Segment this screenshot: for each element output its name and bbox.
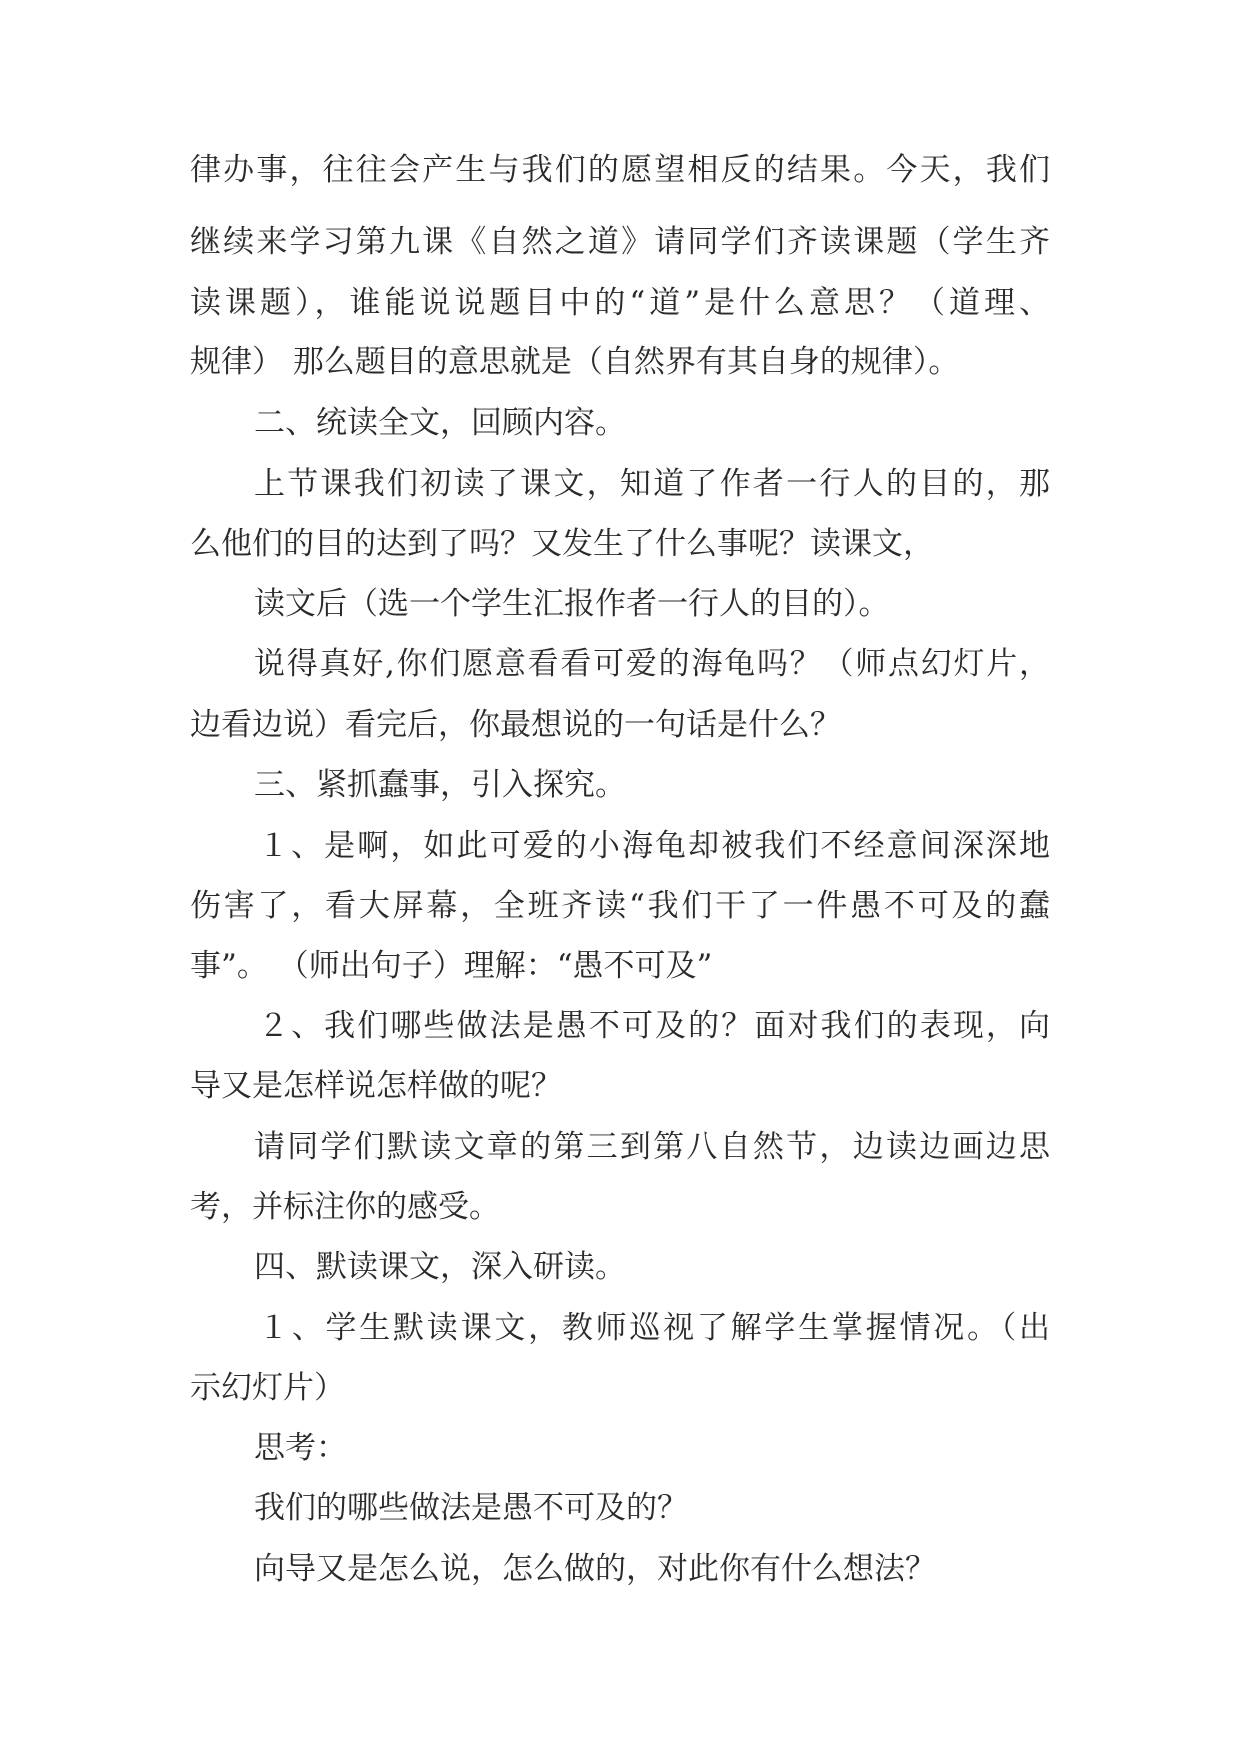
text-line: 边看边说）看完后，你最想说的一句话是什么？	[190, 707, 841, 743]
text-line: ２、我们哪些做法是愚不可及的？面对我们的表现，向	[258, 1008, 1050, 1044]
text-line: 读文后（选一个学生汇报作者一行人的目的）。	[254, 586, 890, 622]
text-line: 伤害了，看大屏幕，全班齐读“我们干了一件愚不可及的蠢	[190, 888, 1050, 924]
text-line: １、学生默读课文，教师巡视了解学生掌握情况。（出	[258, 1310, 1050, 1346]
text-line: 继续来学习第九课《自然之道》请同学们齐读课题（学生齐	[190, 224, 1050, 260]
text-line: 考，并标注你的感受。	[190, 1189, 500, 1225]
text-line: 律办事，往往会产生与我们的愿望相反的结果。今天，我们	[190, 152, 1050, 188]
text-line: 读课题），谁能说说题目中的“道”是什么意思？（道理、	[190, 285, 1050, 321]
section-heading: 二、统读全文，回顾内容。	[254, 405, 626, 441]
text-line: 导又是怎样说怎样做的呢？	[190, 1068, 562, 1104]
text-line: 请同学们默读文章的第三到第八自然节，边读边画边思	[254, 1129, 1050, 1165]
text-line: 思考：	[254, 1430, 347, 1466]
text-line: 说得真好,你们愿意看看可爱的海龟吗？（师点幻灯片，	[254, 646, 1050, 682]
section-heading: 三、紧抓蠢事，引入探究。	[254, 767, 626, 803]
text-line: 规律） 那么题目的意思就是（自然界有其自身的规律）。	[190, 344, 960, 380]
text-line: 事”。 （师出句子）理解：“愚不可及”	[190, 948, 713, 984]
text-line: 上节课我们初读了课文，知道了作者一行人的目的，那	[254, 466, 1050, 502]
text-line: １、是啊，如此可爱的小海龟却被我们不经意间深深地	[258, 828, 1050, 864]
text-line: 示幻灯片）	[190, 1370, 345, 1406]
text-line: 么他们的目的达到了吗？又发生了什么事呢？读课文，	[190, 526, 934, 562]
section-heading: 四、默读课文，深入研读。	[254, 1249, 626, 1285]
text-line: 向导又是怎么说，怎么做的，对此你有什么想法？	[254, 1551, 936, 1587]
text-line: 我们的哪些做法是愚不可及的？	[254, 1490, 688, 1526]
